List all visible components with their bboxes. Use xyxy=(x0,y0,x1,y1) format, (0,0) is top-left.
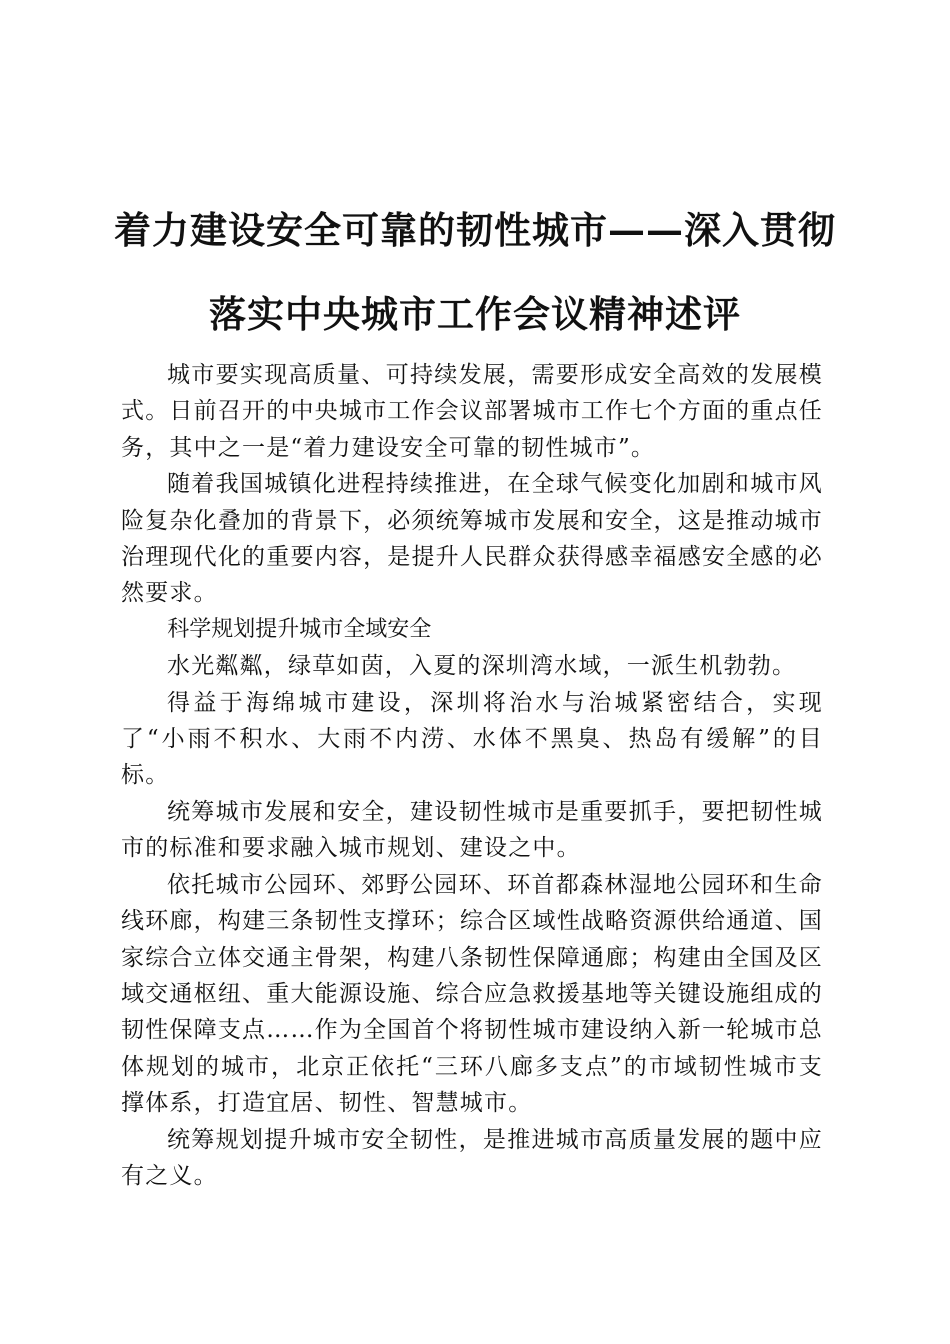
paragraph-beijing: 依托城市公园环、郊野公园环、环首都森林湿地公园环和生命线环廊，构建三条韧性支撑环；综合区域性战略资源供给通道、国家综合立体交通主骨架，构建八条韧性保障通廊；构建由全国及区域交通枢纽、重大能源设施、综合应急救援基地等关键设施组成的韧性保障支点……作为全国首个将韧性城市建设纳入新一轮城市总体规划的城市，北京正依托“三环八廊多支点”的市域韧性城市支撑体系，打造宜居、韧性、智慧城市。 xyxy=(121,871,823,1117)
paragraph-conclusion: 统筹规划提升城市安全韧性，是推进城市高质量发展的题中应有之义。 xyxy=(121,1126,823,1189)
paragraph-intro: 城市要实现高质量、可持续发展，需要形成安全高效的发展模式。日前召开的中央城市工作会议部署城市工作七个方面的重点任务，其中之一是“着力建设安全可靠的韧性城市”。 xyxy=(121,362,823,461)
document-body xyxy=(121,357,823,1194)
document-title: 着力建设安全可靠的韧性城市——深入贯彻落实中央城市工作会议精神述评 xyxy=(114,208,836,336)
paragraph-background: 随着我国城镇化进程持续推进，在全球气候变化加剧和城市风险复杂化叠加的背景下，必须统筹城市发展和安全，这是推动城市治理现代化的重要内容，是提升人民群众获得感幸福感安全感的必然要求。 xyxy=(121,471,823,607)
paragraph-planning: 统筹城市发展和安全，建设韧性城市是重要抓手，要把韧性城市的标准和要求融入城市规划、建设之中。 xyxy=(121,798,823,862)
section-heading: 科学规划提升城市全域安全 xyxy=(167,616,432,642)
paragraph-sponge-city: 得益于海绵城市建设，深圳将治水与治城紧密结合，实现了“小雨不积水、大雨不内涝、水体不黑臭、热岛有缓解”的目标。 xyxy=(121,689,823,789)
paragraph-shenzhen-bay: 水光粼粼，绿草如茵，入夏的深圳湾水域，一派生机勃勃。 xyxy=(167,653,797,680)
